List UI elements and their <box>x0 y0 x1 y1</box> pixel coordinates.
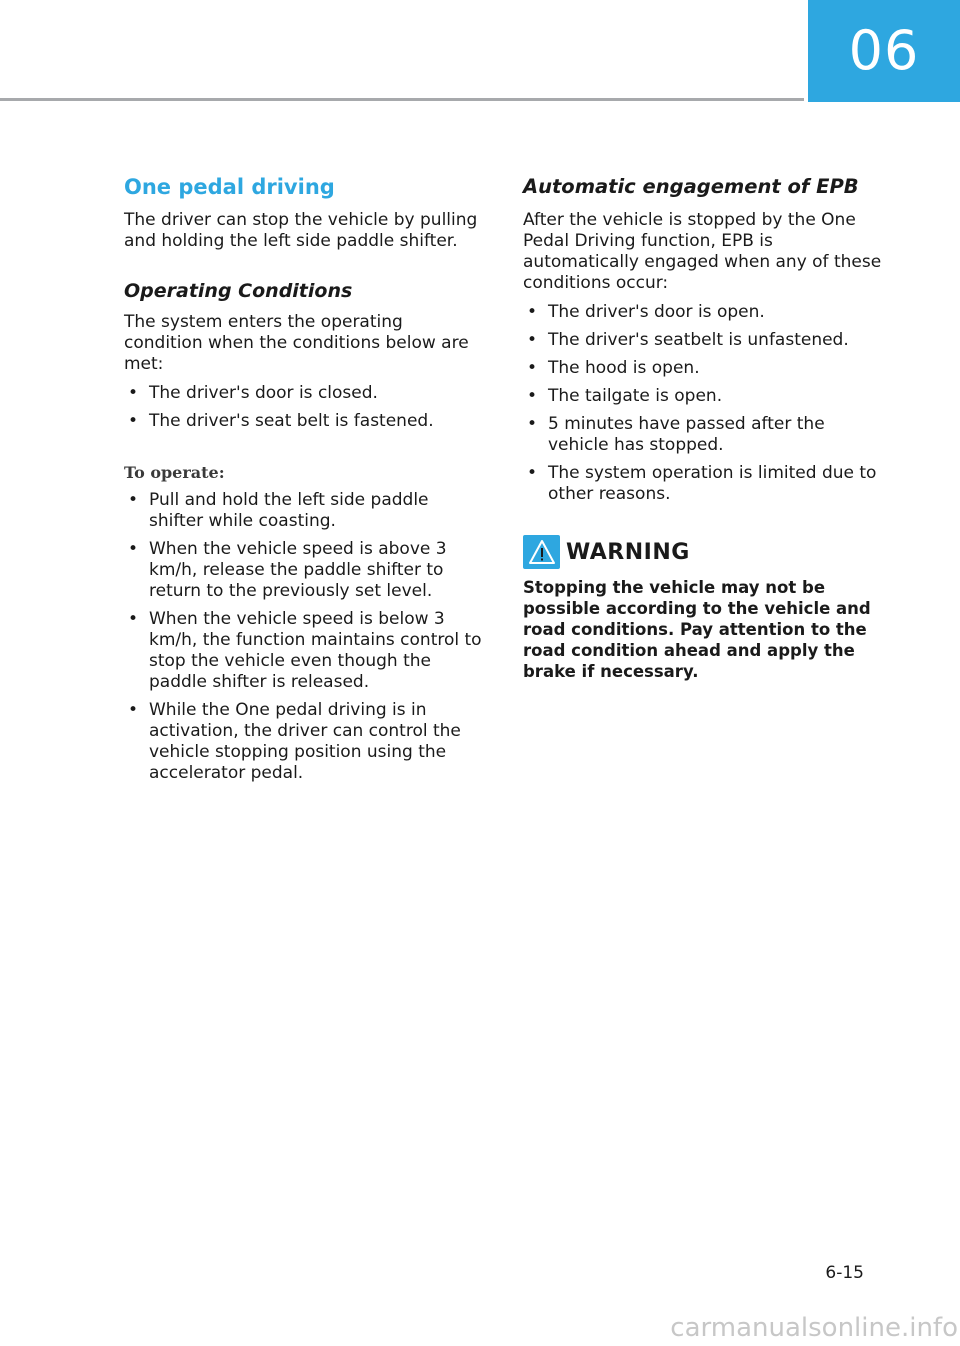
list-item-text: When the vehicle speed is below 3 km/h, the function maintains control to stop the vehicle even though the paddle shifter is released. <box>149 609 482 692</box>
list-item <box>523 463 885 505</box>
right-column <box>523 170 885 682</box>
bullet-icon: • <box>527 302 538 322</box>
list-item <box>124 383 486 404</box>
list-item-text: The driver's door is closed. <box>149 383 378 403</box>
epb-heading: Automatic engagement of EPB <box>523 175 859 198</box>
list-item <box>523 386 885 407</box>
list-item <box>523 302 885 323</box>
bullet-icon: • <box>527 330 538 350</box>
operating-conditions-text: The system enters the operating condition when the conditions below are met: <box>124 312 469 374</box>
list-item-text: The driver's seatbelt is unfastened. <box>548 330 849 350</box>
list-item-text: The driver's seat belt is fastened. <box>149 411 434 431</box>
watermark: carmanualsonline.info <box>670 1313 958 1343</box>
operating-conditions-list <box>124 383 486 432</box>
chapter-number: 06 <box>848 19 920 82</box>
list-item <box>124 700 486 784</box>
chapter-tab <box>808 0 960 102</box>
bullet-icon: • <box>527 386 538 406</box>
epb-conditions-list <box>523 302 885 505</box>
bullet-icon: • <box>527 358 538 378</box>
section-title: One pedal driving <box>124 175 335 199</box>
warning-text: Stopping the vehicle may not be possible according to the vehicle and road conditions. Pay attention to the road condition ahead and apply the brake if necessary. <box>523 578 871 681</box>
bullet-icon: • <box>128 383 139 403</box>
list-item-text: The system operation is limited due to other reasons. <box>548 463 877 504</box>
list-item <box>523 330 885 351</box>
list-item-text: Pull and hold the left side paddle shifter while coasting. <box>149 490 429 531</box>
to-operate-list <box>124 490 486 784</box>
list-item <box>124 609 486 693</box>
epb-intro: After the vehicle is stopped by the One Pedal Driving function, EPB is automatically engaged when any of these conditions occur: <box>523 210 882 293</box>
bullet-icon: • <box>527 463 538 483</box>
bullet-icon: • <box>128 411 139 431</box>
bullet-icon: • <box>527 414 538 434</box>
warning-label: WARNING <box>566 539 690 565</box>
page-number: 6-15 <box>825 1263 864 1283</box>
bullet-icon: • <box>128 700 139 720</box>
to-operate-label: To operate: <box>124 463 225 482</box>
list-item <box>124 539 486 602</box>
left-column <box>124 170 486 791</box>
bullet-icon: • <box>128 609 139 629</box>
list-item-text: 5 minutes have passed after the vehicle has stopped. <box>548 414 825 455</box>
operating-conditions-heading: Operating Conditions <box>124 280 353 302</box>
header-rule <box>0 98 804 101</box>
bullet-icon: • <box>128 539 139 559</box>
list-item-text: The tailgate is open. <box>548 386 723 406</box>
list-item-text: The driver's door is open. <box>548 302 765 322</box>
warning-triangle-icon <box>523 535 560 569</box>
section-intro: The driver can stop the vehicle by pulling and holding the left side paddle shifter. <box>124 210 478 251</box>
list-item <box>124 411 486 432</box>
list-item-text: The hood is open. <box>548 358 700 378</box>
list-item <box>523 358 885 379</box>
bullet-icon: • <box>128 490 139 510</box>
list-item-text: When the vehicle speed is above 3 km/h, release the paddle shifter to return to the previously set level. <box>149 539 447 601</box>
warning-header <box>523 535 885 569</box>
list-item <box>124 490 486 532</box>
list-item-text: While the One pedal driving is in activation, the driver can control the vehicle stopping position using the accelerator pedal. <box>149 700 461 783</box>
list-item <box>523 414 885 456</box>
